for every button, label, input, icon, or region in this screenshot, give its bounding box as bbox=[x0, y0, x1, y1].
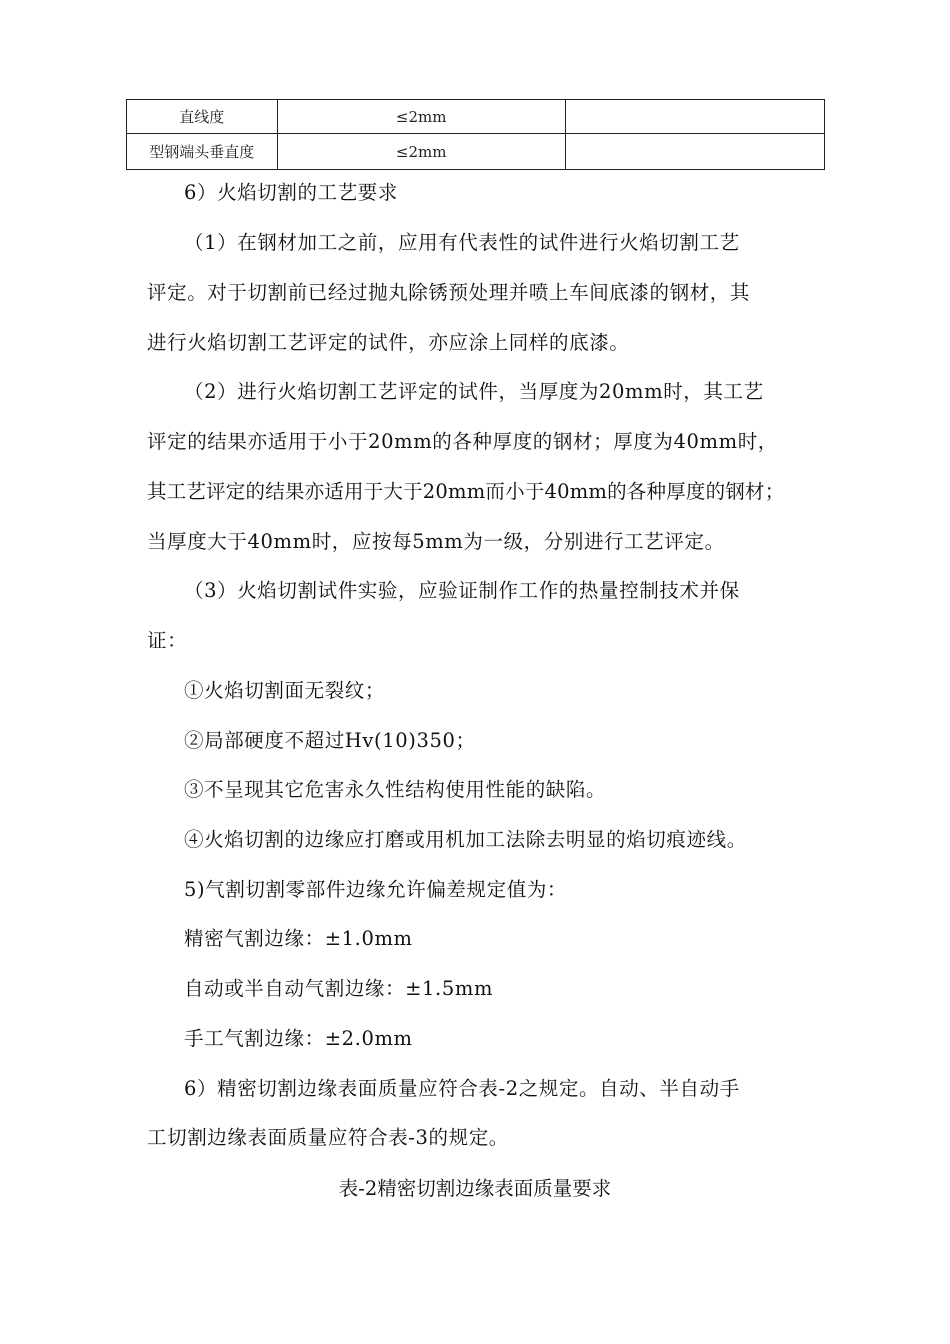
paragraph-line: （3）火焰切割试件实验，应验证制作工作的热量控制技术并保 bbox=[184, 579, 740, 602]
table-row bbox=[127, 134, 825, 170]
list-item: 自动或半自动气割边缘：±1.5mm bbox=[184, 977, 494, 1000]
paragraph-line: 证： bbox=[147, 629, 188, 652]
table-cell-value: ≤2mm bbox=[277, 100, 565, 134]
table-cell-note bbox=[565, 134, 824, 170]
paragraph-line: 当厚度大于40mm时，应按每5mm为一级，分别进行工艺评定。 bbox=[147, 530, 725, 553]
list-item: ②局部硬度不超过Hv(10)350； bbox=[184, 729, 476, 752]
paragraph-line: 工切割边缘表面质量应符合表-3的规定。 bbox=[147, 1126, 509, 1149]
table-row bbox=[127, 100, 825, 134]
paragraph-line: 6）精密切割边缘表面质量应符合表-2之规定。自动、半自动手 bbox=[184, 1077, 740, 1100]
list-item: 精密气割边缘：±1.0mm bbox=[184, 927, 413, 950]
section-heading: 6）火焰切割的工艺要求 bbox=[184, 181, 399, 204]
table-caption: 表-2精密切割边缘表面质量要求 bbox=[338, 1177, 612, 1200]
table-cell-value: ≤2mm bbox=[277, 134, 565, 170]
paragraph-line: 评定的结果亦适用于小于20mm的各种厚度的钢材；厚度为40mm时， bbox=[147, 430, 778, 453]
list-item: 手工气割边缘：±2.0mm bbox=[184, 1027, 413, 1050]
table-cell-item: 直线度 bbox=[127, 100, 278, 134]
paragraph-line: 进行火焰切割工艺评定的试件，亦应涂上同样的底漆。 bbox=[147, 331, 630, 354]
section-heading: 5)气割切割零部件边缘允许偏差规定值为： bbox=[184, 878, 568, 901]
tolerance-table bbox=[126, 99, 825, 170]
table-cell-note bbox=[565, 100, 824, 134]
paragraph-line: （2）进行火焰切割工艺评定的试件，当厚度为20mm时，其工艺 bbox=[184, 380, 764, 403]
table-cell-item: 型钢端头垂直度 bbox=[127, 134, 278, 170]
list-item: ③不呈现其它危害永久性结构使用性能的缺陷。 bbox=[184, 778, 607, 801]
paragraph-line: 评定。对于切割前已经过抛丸除锈预处理并喷上车间底漆的钢材，其 bbox=[147, 281, 751, 304]
paragraph-line: （1）在钢材加工之前，应用有代表性的试件进行火焰切割工艺 bbox=[184, 231, 740, 254]
list-item: ④火焰切割的边缘应打磨或用机加工法除去明显的焰切痕迹线。 bbox=[184, 828, 747, 851]
list-item: ①火焰切割面无裂纹； bbox=[184, 679, 386, 702]
paragraph-line: 其工艺评定的结果亦适用于大于20mm而小于40mm的各种厚度的钢材； bbox=[147, 480, 785, 503]
